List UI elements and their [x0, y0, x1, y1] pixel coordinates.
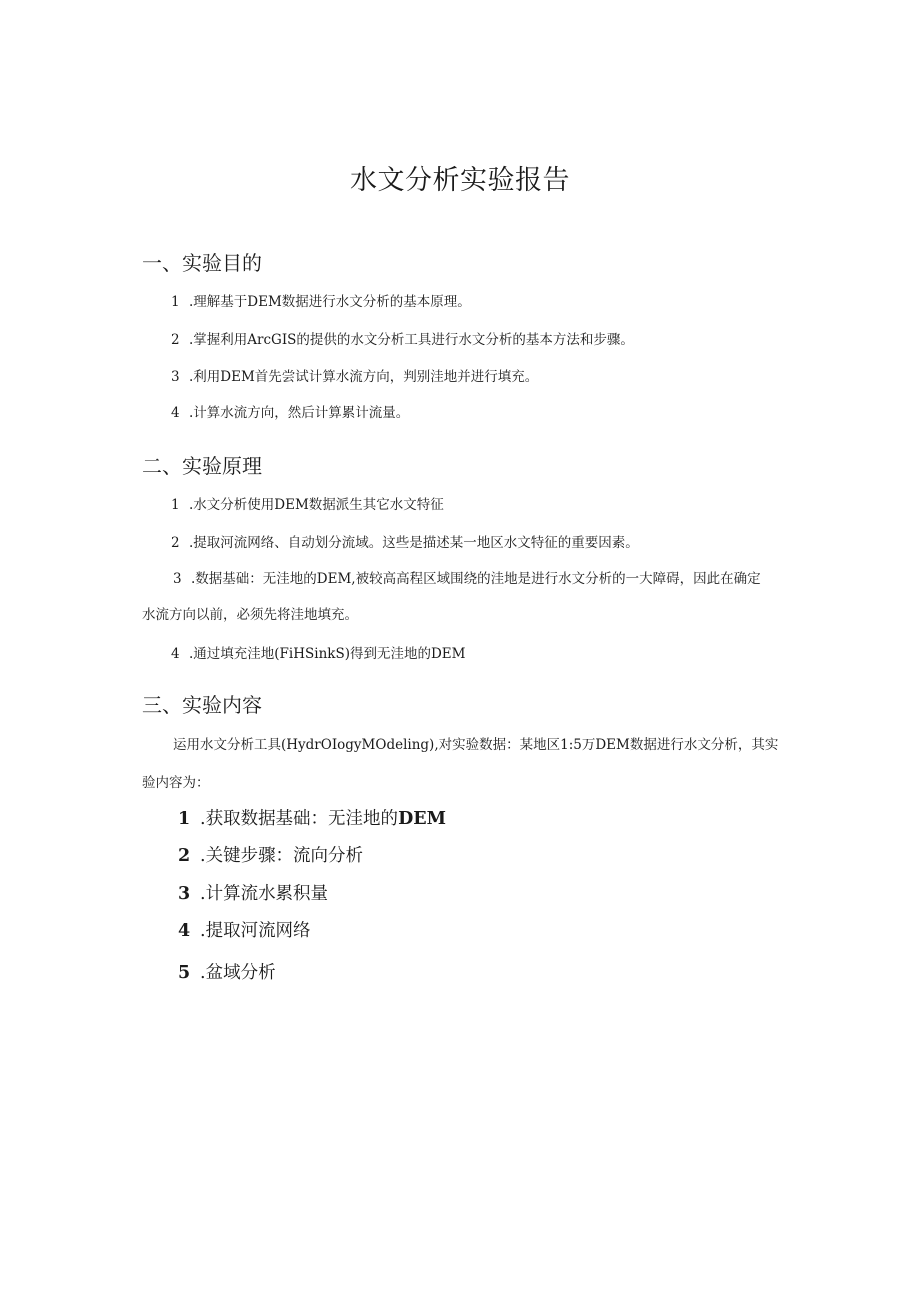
item-number: 2	[171, 535, 180, 551]
item-text: .数据基础：无洼地的DEM,被较高高程区域围绕的洼地是进行水文分析的一大障碍，因此在确定	[191, 571, 761, 587]
step-text: .获取数据基础：无洼地的	[200, 809, 399, 829]
item-number: 1	[171, 294, 180, 310]
principle-item-3-continuation: 水流方向以前，必须先将洼地填充。	[142, 607, 358, 623]
step-text: .关键步骤：流向分析	[200, 846, 364, 866]
section-heading-objectives: 一、实验目的	[142, 251, 262, 275]
item-text: .通过填充洼地(FiHSinkS)得到无洼地的DEM	[189, 646, 466, 662]
item-text: .利用DEM首先尝试计算水流方向，判别洼地并进行填充。	[189, 369, 539, 385]
step-number: 3	[178, 884, 191, 904]
step-text: .盆域分析	[200, 963, 276, 983]
section-heading-principles: 二、实验原理	[142, 454, 262, 478]
content-step-2	[178, 843, 363, 869]
item-number: 4	[171, 405, 180, 421]
step-number: 5	[178, 963, 191, 983]
content-step-1	[178, 806, 446, 832]
section-heading-content: 三、实验内容	[142, 693, 262, 717]
step-number: 4	[178, 921, 191, 941]
step-number: 2	[178, 846, 191, 866]
item-text: .计算水流方向，然后计算累计流量。	[189, 405, 410, 421]
item-number: 3	[173, 571, 182, 587]
principle-item-3	[173, 569, 761, 589]
objective-item-1	[171, 292, 471, 312]
item-number: 2	[171, 332, 180, 348]
objective-item-4	[171, 403, 409, 423]
content-step-4	[178, 918, 311, 944]
item-text: .掌握利用ArcGIS的提供的水文分析工具进行水文分析的基本方法和步骤。	[189, 332, 634, 348]
item-number: 3	[171, 369, 180, 385]
objective-item-2	[171, 330, 634, 350]
content-step-5	[178, 960, 276, 986]
content-intro-line-2: 验内容为：	[142, 775, 210, 791]
item-text: .提取河流网络、自动划分流域。这些是描述某一地区水文特征的重要因素。	[189, 535, 639, 551]
item-text: .水文分析使用DEM数据派生其它水文特征	[189, 497, 444, 513]
item-text: .理解基于DEM数据进行水文分析的基本原理。	[189, 294, 471, 310]
content-step-3	[178, 881, 328, 907]
step-number: 1	[178, 809, 191, 829]
objective-item-3	[171, 367, 538, 387]
principle-item-1	[171, 495, 444, 515]
step-text: .提取河流网络	[200, 921, 311, 941]
principle-item-2	[171, 533, 639, 553]
step-text: .计算流水累积量	[200, 884, 329, 904]
item-number: 1	[171, 497, 180, 513]
item-number: 4	[171, 646, 180, 662]
page-title: 水文分析实验报告	[350, 165, 570, 196]
principle-item-4	[171, 644, 465, 664]
step-bold-tail: DEM	[398, 809, 446, 829]
content-intro-line-1: 运用水文分析工具(HydrOIogyMOdeling),对实验数据：某地区1:5万DEM数据进行水文分析，其实	[173, 737, 779, 753]
